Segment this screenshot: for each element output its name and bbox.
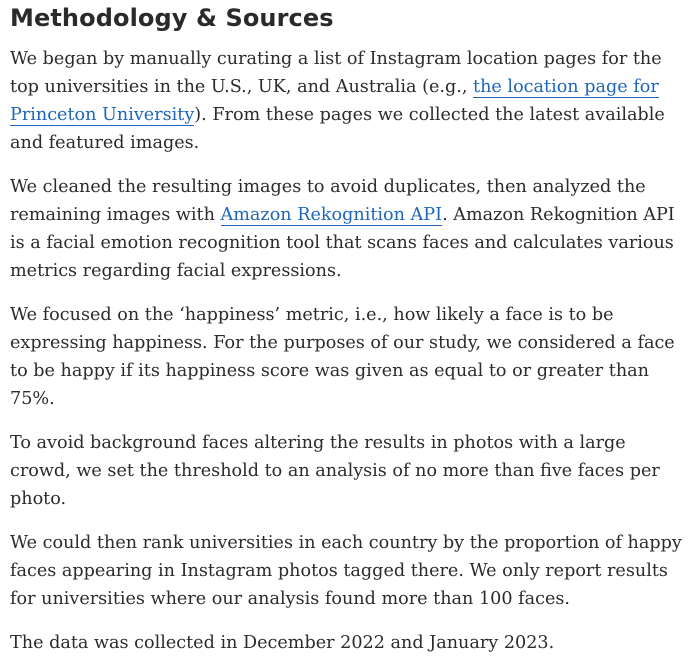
princeton-location-link[interactable]: the location page for Princeton University (10, 77, 659, 125)
paragraph-face-threshold: To avoid background faces altering the results in photos with a large crowd, we set the threshold to an analysis of no more than five faces per photo. (10, 433, 660, 509)
paragraph-analysis (10, 173, 685, 285)
amazon-rekognition-link[interactable]: Amazon Rekognition API (220, 205, 443, 225)
paragraph-text: ). From these pages we collected the latest available and featured images. (10, 105, 665, 153)
paragraph-text: We began by manually curating a list of Instagram location pages for the top universities in the U.S., UK, and Australia (e.g., (10, 49, 662, 97)
paragraph-text: We cleaned the resulting images to avoid duplicates, then analyzed the remaining images with (10, 177, 646, 225)
paragraph-ranking: We could then rank universities in each country by the proportion of happy faces appearing in Instagram photos tagged there. We only report results for universities where our analysis found more than 100 faces. (10, 533, 682, 609)
paragraph-curation (10, 45, 685, 157)
section-title: Methodology & Sources (10, 4, 334, 32)
paragraph-text: . Amazon Rekognition API is a facial emotion recognition tool that scans faces and calculates various metrics regarding facial expressions. (10, 205, 675, 281)
paragraph-collection-date: The data was collected in December 2022 and January 2023. (10, 633, 555, 653)
paragraph-happiness-metric: We focused on the ‘happiness’ metric, i.e., how likely a face is to be expressing happiness. For the purposes of our study, we considered a face to be happy if its happiness score was given as equal to or greater than 75%. (10, 305, 675, 409)
